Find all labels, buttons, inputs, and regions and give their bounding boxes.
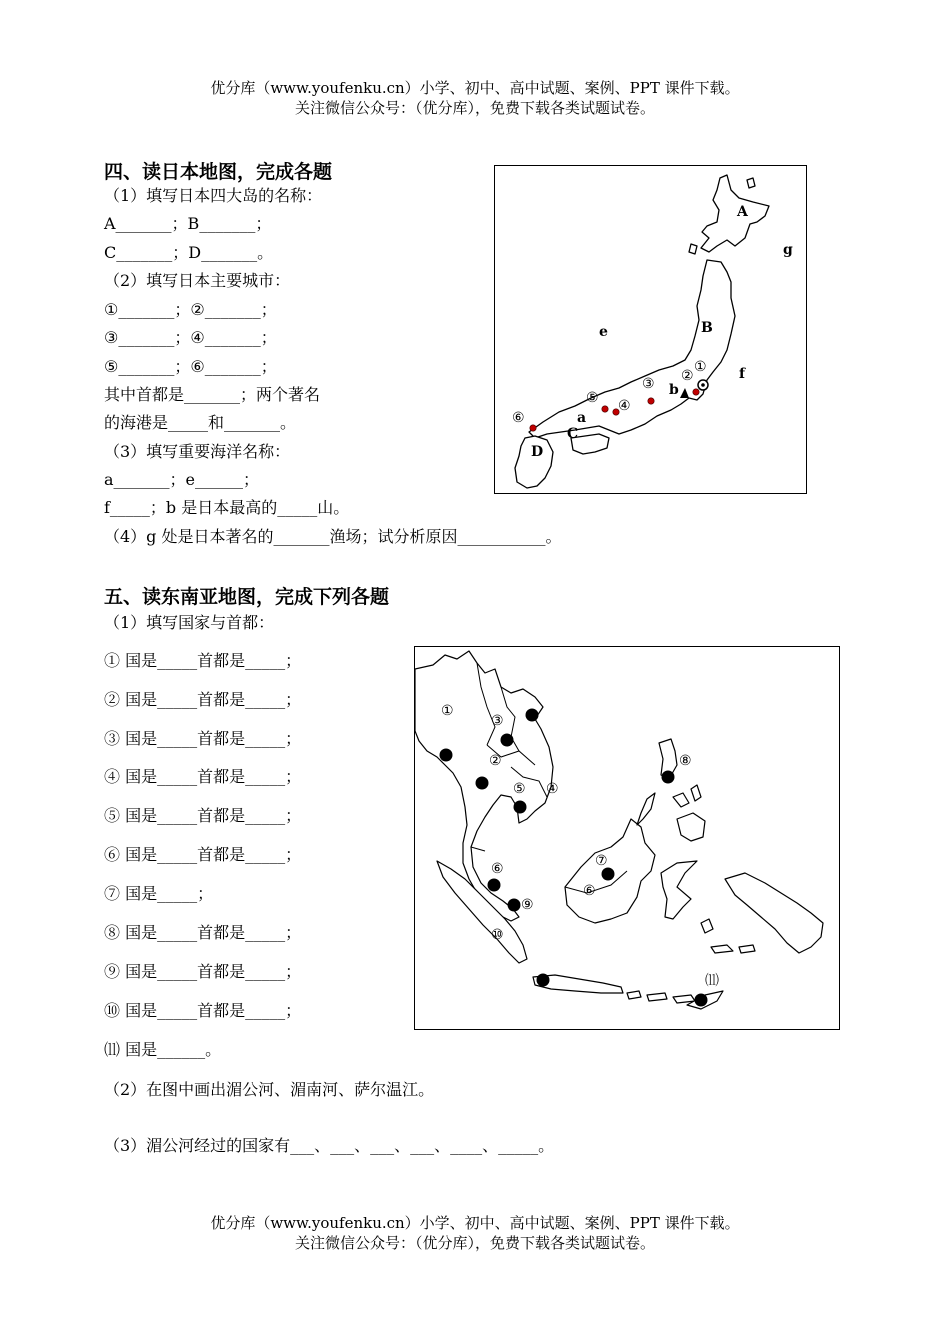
capital-dot-6	[488, 879, 501, 892]
s5-sub2: （2）在图中画出湄公河、湄南河、萨尔温江。	[104, 1080, 435, 1099]
s4-line-13: （4）g 处是日本著名的_______渔场；试分析原因___________。	[104, 527, 562, 546]
sea-map-svg	[415, 647, 839, 1029]
capital-dot-8	[662, 771, 675, 784]
s4-line-8: 其中首都是_______；两个著名	[104, 385, 321, 404]
label-n4: ④	[546, 781, 559, 797]
capital-dot-11	[695, 994, 708, 1007]
japan-map	[494, 165, 807, 494]
s5-item-6: ⑥ 国是_____首都是_____；	[104, 845, 302, 864]
label-n5: ⑤	[513, 781, 526, 797]
s4-line-6: ③_______；④_______；	[104, 328, 277, 347]
city-dot-3	[648, 398, 654, 404]
s4-line-1: （1）填写日本四大岛的名称：	[104, 186, 323, 205]
southeast-asia-map	[414, 646, 840, 1030]
header-line-2: 关注微信公众号：（优分库），免费下载各类试题试卷。	[294, 99, 655, 117]
capital-dot-3	[526, 709, 539, 722]
s5-sub1: （1）填写国家与首都：	[104, 613, 275, 632]
label-n6a: ⑥	[491, 861, 504, 877]
s5-item-3: ③ 国是_____首都是_____；	[104, 729, 302, 748]
capital-dot-9	[508, 899, 521, 912]
footer-line-2: 关注微信公众号：（优分库），免费下载各类试题试卷。	[294, 1234, 655, 1252]
label-n6: ⑥	[512, 410, 525, 426]
label-n5: ⑤	[586, 390, 599, 406]
capital-dot-5	[514, 801, 527, 814]
label-n2: ②	[489, 753, 502, 769]
sulawesi-island	[661, 861, 697, 919]
label-B: B	[701, 320, 713, 336]
s4-line-3: C_______；D_______。	[104, 243, 274, 262]
s5-item-1: ① 国是_____首都是_____；	[104, 651, 302, 670]
label-n3: ③	[642, 376, 655, 392]
label-n10: ⑩	[491, 927, 504, 943]
label-C: C	[567, 426, 579, 442]
japan-map-svg	[495, 166, 806, 493]
mindanao-island	[677, 813, 705, 841]
label-n1: ①	[441, 703, 454, 719]
s4-line-4: （2）填写日本主要城市：	[104, 271, 291, 290]
label-D: D	[531, 444, 544, 460]
footer-line-1: 优分库（www.youfenku.cn）小学、初中、高中试题、案例、PPT 课件下载。	[210, 1214, 740, 1232]
s4-line-12: f_____；b 是日本最高的_____山。	[104, 498, 350, 517]
label-A: A	[737, 204, 748, 220]
label-e: e	[599, 324, 608, 340]
s5-item-2: ② 国是_____首都是_____；	[104, 690, 302, 709]
capital-dot-2b	[476, 777, 489, 790]
section-5-title: 五、读东南亚地图，完成下列各题	[104, 586, 390, 608]
new-guinea-island	[725, 873, 823, 953]
s4-line-2: A_______；B_______；	[104, 214, 272, 233]
label-n2: ②	[681, 368, 694, 384]
s5-item-4: ④ 国是_____首都是_____；	[104, 767, 302, 786]
s4-line-5: ①_______；②_______；	[104, 300, 277, 319]
label-g: g	[783, 242, 793, 258]
capital-dot-7	[602, 868, 615, 881]
capital-dot-10	[537, 974, 550, 987]
s5-item-10: ⑩ 国是_____首都是_____；	[104, 1001, 302, 1020]
section-4-title: 四、读日本地图，完成各题	[104, 161, 333, 183]
label-n7: ⑦	[595, 853, 608, 869]
s5-item-11: ⑾ 国是______。	[104, 1040, 222, 1059]
city-dot-2	[693, 389, 699, 395]
s5-item-7: ⑦ 国是_____；	[104, 884, 214, 903]
s4-line-10: （3）填写重要海洋名称：	[104, 442, 291, 461]
label-n9: ⑨	[521, 897, 534, 913]
label-a: a	[577, 410, 587, 426]
s5-item-8: ⑧ 国是_____首都是_____；	[104, 923, 302, 942]
s5-item-5: ⑤ 国是_____首都是_____；	[104, 806, 302, 825]
label-n3: ③	[491, 713, 504, 729]
label-n6b: ⑥	[583, 883, 596, 899]
label-n4: ④	[618, 398, 631, 414]
header-line-1: 优分库（www.youfenku.cn）小学、初中、高中试题、案例、PPT 课件下载。	[210, 79, 740, 97]
honshu-island	[529, 260, 735, 438]
hokkaido-island	[701, 175, 769, 252]
capital-dot-2	[501, 734, 514, 747]
label-n1: ①	[694, 359, 707, 375]
label-b: b	[669, 382, 679, 398]
s5-sub3: （3）湄公河经过的国家有___、___、___、___、____、_____。	[104, 1136, 555, 1155]
capital-dot-1	[440, 749, 453, 762]
label-f: f	[739, 366, 746, 382]
city-dot-6	[530, 425, 536, 431]
city-dot-5	[602, 406, 608, 412]
s4-line-7: ⑤_______；⑥_______；	[104, 357, 277, 376]
label-n11: ⑾	[705, 973, 719, 989]
s4-line-11: a_______；e______；	[104, 470, 260, 489]
label-n8: ⑧	[679, 753, 692, 769]
s5-item-9: ⑨ 国是_____首都是_____；	[104, 962, 302, 981]
s4-line-9: 的海港是_____和_______。	[104, 413, 297, 432]
